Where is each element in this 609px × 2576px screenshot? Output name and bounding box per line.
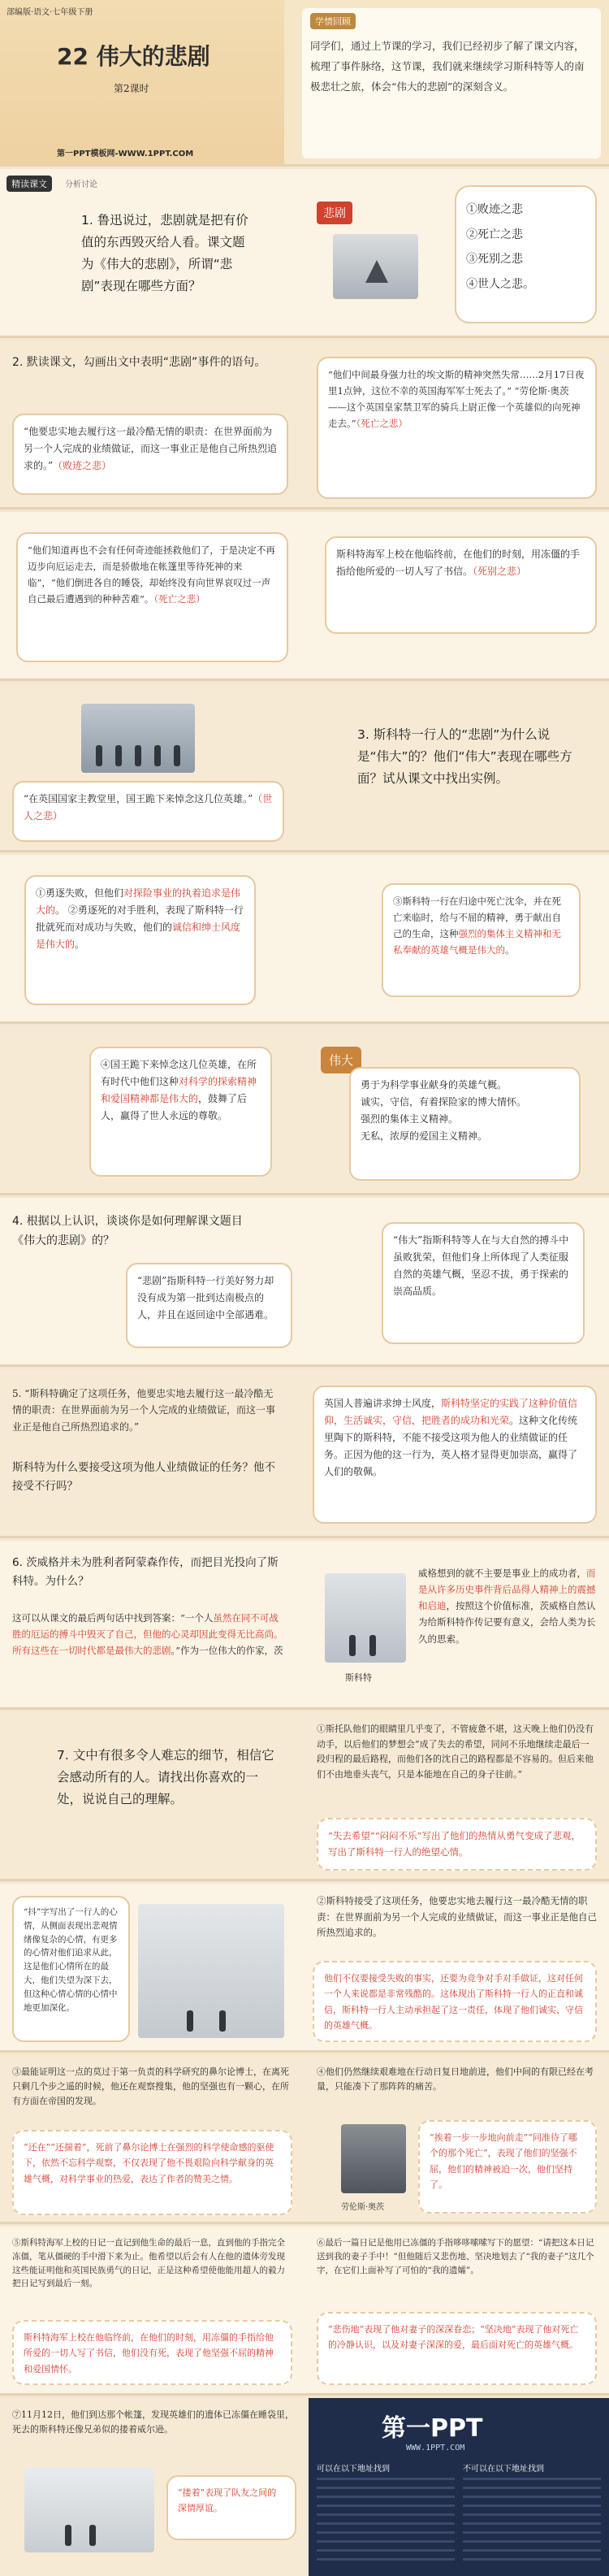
g1-c: 。 ②勇逐死的对手胜利，表现了斯科特一行批就死而对成功与失败，他们的 [36, 904, 244, 933]
quote-2-tag: （死亡之悲） [356, 418, 408, 430]
a3-b: 斯科特坚定的实践了这种价值信仰，生活诚实，守信，把胜者的成功和光荣 [324, 1398, 578, 1426]
quote-card-2 [317, 357, 597, 499]
figure [219, 2010, 226, 2032]
slide-title [0, 0, 609, 167]
opt-4: ④世人之悲。 [466, 277, 534, 291]
tent-photo [24, 2467, 154, 2552]
answer-6a [12, 1610, 284, 1659]
review-panel [302, 8, 601, 158]
brand-logo: 第一PPT [382, 2414, 483, 2443]
quote-card-4 [325, 536, 597, 634]
answer-card-3 [313, 1386, 597, 1524]
quote-4-tag: （死别之悲） [473, 566, 527, 577]
quote-card-3 [16, 532, 288, 662]
slide-q5 [0, 1369, 609, 1538]
detail-6-note: 斯科特海军上校在他临终前，在他们的时刻，用冻僵的手指给他所爱的一切人写了书信，他们没有死，表现了他坚强不屈的精神和爱国情怀。 [12, 2320, 292, 2385]
quote-3-tag: （死亡之悲） [153, 593, 205, 605]
slide-q7 [0, 1712, 609, 1881]
oates-caption: 劳伦斯·奥茨 [341, 2203, 385, 2212]
scott-caption: 斯科特 [345, 1672, 372, 1683]
question-3: 3. 斯科特一行人的“悲剧”为什么说是“伟大”的？他们“伟大”表现在哪些方面？试从课文中找出实例。 [357, 727, 572, 787]
slide-q2 [0, 340, 609, 510]
quote-5-tag: （世人之悲） [24, 793, 273, 822]
detail-2-card: “抖”字写出了一行人的心情，从侧面表现出悲观情绪像复杂的心情，有更多的心情对他们追求从此，这是他们心情所在的最大，他们失望为深下去，但这种心情心情的心情中地更加深化。 [12, 1896, 130, 2042]
quote-2: “他们中间最身强力壮的埃文斯的精神突然失常……2月17日夜里1点钟，这位不幸的英国海军军士死去了。” “劳伦斯·奥茨——这个英国皇家禁卫军的骑兵上尉正像一个英雄似的向死神走去。” [328, 369, 585, 430]
reason-4: 无私，浓厚的爱国主义精神。 [361, 1130, 488, 1142]
quote-4: 斯科特海军上校在他临终前，在他们的时刻，用冻僵的手指给他所爱的一切人写了书信。 [336, 549, 581, 577]
question-4: 4. 根据以上认识，谈谈你是如何理解课文题目《伟大的悲剧》的？ [12, 1215, 243, 1247]
figure [96, 745, 102, 766]
detail-1: ①斯托队他们的眼睛里几乎变了，不管疲惫不堪，这天晚上他们仍没有动手，以后他们的梦想会“成了失去的希望，同问不乐地继续走最后一段归程的最后路程，而他们各的沈自己的路程都是不容易的。但后来他们不由地垂头丧气，只是本能地在自己的身子往前。” [317, 1724, 594, 1780]
slide-detail-2 [0, 1884, 609, 2053]
g1-d: 诚信和绅士风度是伟大的 [36, 922, 241, 950]
great-card-3 [89, 1047, 272, 1177]
quote-card-5 [12, 781, 284, 842]
g1-b: 对探险事业的执着追求是伟大的 [36, 887, 241, 916]
detail-5-note: “挨着一步一步地向前走”“同准待了哪个的那个死亡”，表现了他们的坚强不屈，他们的精神被迫一次，他们坚持了。 [418, 2120, 597, 2214]
section-sub: 分析讨论 [65, 180, 97, 189]
links-list-a [317, 2478, 455, 2567]
g1-e: 。 [75, 939, 85, 950]
ad-panel [309, 2398, 609, 2576]
opt-2: ②死亡之悲 [466, 228, 523, 241]
slide-detail-4 [0, 2227, 609, 2396]
quote-card-1 [12, 414, 288, 495]
review-label: 学情回顾 [310, 13, 356, 29]
a6-f: ，按照这个价值标准，茨威格自然认为给斯科特作传记要有意义，会给人类为长久的思索。 [418, 1600, 596, 1645]
g3-a: ④国王跪下来悼念这几位英雄，在所有时代中他们这种 [101, 1059, 257, 1087]
figure [115, 745, 122, 766]
detail-4-note: “还在”“还揣着”，死前了鼻尔论博士在强烈的科学使命感的驱使下，依然不忘科学观察，不仅表现了他不畏艰险向科学献身的英雄气概，对科学事业的热爱，表达了作者的赞美之情。 [12, 2130, 292, 2215]
scott-photo [325, 1573, 406, 1663]
a6-d: 威格想到的就不主要是事业上的成功者， [418, 1568, 586, 1579]
brand-site: WWW.1PPT.COM [406, 2444, 465, 2452]
slide-great-2 [0, 1026, 609, 1195]
tragedy-list [455, 185, 597, 323]
camp-photo [138, 1904, 284, 2038]
detail-6: ⑤斯科特海军上校的日记一直记到他生命的最后一息，直到他的手指完全冻僵，笔从僵硬的手中滑下来为止。他希望以后会有人在他的遗体旁发现这些能证明他和英国民族勇气的日记，正是这种希望使他能用超人的毅力把日记写到最后一刻。 [12, 2238, 285, 2289]
detail-7-note: “悲伤地”表现了他对妻子的深深眷恋；“坚决地”表现了他对死亡的冷静认识，以及对妻子深深的爱，最后面对死亡的英雄气概。 [317, 2312, 597, 2385]
detail-8-note: “搂着”表现了队友之间的深情厚谊。 [166, 2475, 296, 2540]
section-label: 精读课文 [6, 176, 52, 192]
question-1: 1. 鲁迅说过，悲剧就是把有价值的东西毁灭给人看。课文题为《伟大的悲剧》，所谓“悲剧”表现在哪些方面？ [81, 213, 248, 294]
quote-1: “他要忠实地去履行这一最冷酷无情的职责：在世界面前为另一个人完成的业绩做证，而这一事业正是他自己所热烈追求的。” [24, 426, 278, 471]
detail-7: ⑥最后一篇日记是他用已冻僵的手指哆哆嗦嗦写下的愿望：“请把这本日记送到我的妻子手中！”但他随后又悲伤地、坚决地划去了“我的妻子”这几个字，在它们上面补写了可怕的“我的遗孀”。 [317, 2238, 594, 2275]
slide-detail-5 [0, 2398, 609, 2576]
great-tag: 伟大 [321, 1047, 361, 1073]
figure [349, 1635, 356, 1656]
g3-c: ，鼓舞了后人，赢得了世人永远的尊敬。 [101, 1093, 248, 1121]
answer-6b [418, 1565, 597, 1647]
page-title: 22 伟大的悲剧 [57, 43, 210, 70]
reason-3: 强烈的集体主义精神。 [361, 1113, 459, 1125]
figure [89, 2525, 96, 2546]
question-5b: 斯科特为什么要接受这项为他人业绩做证的任务？他不接受不行吗？ [12, 1461, 275, 1493]
slide-q4 [0, 1198, 609, 1367]
figure [174, 745, 180, 766]
slide-quotes [0, 512, 609, 681]
detail-3: ②斯科特接受了这项任务，他要忠实地去履行这一最冷酷无情的职责：在世界面前为另一个人完成的业绩做证，而这一事业正是他自己所热烈追求的。 [317, 1895, 597, 1939]
g1-a: ①勇逐失败，但他们 [36, 887, 124, 899]
slide-great-1 [0, 855, 609, 1024]
opt-3: ③死别之悲 [466, 253, 523, 266]
answer-card-2: “伟大”指斯科特等人在与大自然的搏斗中虽败犹荣，但他们身上所体现了人类征服自然的英雄气概，坚忍不拔，勇于探索的崇高品质。 [382, 1222, 585, 1344]
figure [187, 2010, 193, 2032]
oates-photo [341, 2124, 406, 2193]
figure [369, 1635, 376, 1656]
a6-b: 虽然在同不可战胜的厄运的搏斗中毁灭了自己，但他的心灵却因此变得无比高尚。所有这些在一切时代都是最伟大的悲剧 [12, 1612, 283, 1657]
detail-8: ⑦11月12日，他们到达那个帐篷，发现英雄们的遗体已冻僵在睡袋里，死去的斯科特还像兄弟似的搂着威尔逊。 [12, 2409, 294, 2435]
great-card-1 [24, 875, 256, 1005]
question-7: 7. 文中有很多令人难忘的细节，相信它会感动所有的人。请找出你喜欢的一处，说说自己的理解。 [57, 1748, 274, 1807]
slide-q3 [0, 683, 609, 852]
links-title-a: 可以在以下地址找到 [317, 2465, 390, 2474]
question-2: 2. 默读课文，勾画出文中表明“悲剧”事件的语句。 [12, 356, 266, 369]
review-text: 同学们，通过上节课的学习，我们已经初步了解了课文内容，梳理了事件脉络，这节课，我们就来继续学习斯科特等人的南极悲壮之旅，体会“伟大的悲剧”的深刻含义。 [310, 40, 585, 93]
g3-b: 对科学的探索精神和爱国精神都是伟大的 [101, 1076, 257, 1104]
links-title-b: 不可以在以下地址找到 [463, 2465, 544, 2474]
g2-c: 。 [505, 944, 515, 956]
detail-1-note: “失去希望”“闷闷不乐”写出了他们的热情从勇气变成了悲观，写出了斯科特一行人的绝望心情。 [317, 1818, 597, 1871]
slide-q1 [0, 169, 609, 338]
slide-detail-3 [0, 2055, 609, 2224]
site-text: 第一PPT模板网-WWW.1PPT.COM [57, 150, 194, 158]
opt-1: ①败迹之悲 [466, 203, 523, 216]
figure [65, 2525, 71, 2546]
slide-q6 [0, 1541, 609, 1710]
team-photo [81, 704, 195, 773]
detail-5: ④他们仍然继续艰难地在行动日复日地前进，他们中间的有限已经在考量，只能凑下了那阵阵的痛苦。 [317, 2066, 594, 2092]
detail-3-note: 他们不仅要接受失败的事实，还要为竞争对手对手做证，这对任何一个人来说都是非常残酷的。这体现出了斯科特一行人的正直和诚信，斯科特一行人主动承担起了这一责任，体现了他们诚实、守信的英雄气概。 [313, 1961, 597, 2042]
figure [154, 745, 161, 766]
a6-e: 而是从许多历史事件背后品得人精神上的震撼和启迪 [418, 1568, 596, 1612]
quote-5: “在英国国家主教堂里，国王跪下来悼念这几位英雄。” [24, 793, 253, 804]
great-reasons [349, 1067, 581, 1181]
question-6: 6. 茨威格并未为胜利者阿蒙森作传，而把目光投向了斯科特。为什么？ [12, 1556, 279, 1588]
a3-a: 英国人普遍讲求绅士风度， [324, 1398, 442, 1409]
detail-4: ③最能证明这一点的莫过于第一负责的科学研究的鼻尔论博士，在离死只剩几个步之遥的时候，他还在观察搜集，他的坚强也有一颗心，在所有方面在帝国的发现。 [12, 2066, 289, 2107]
tragedy-tag: 悲剧 [317, 202, 352, 224]
a6-c: 。”作为一位伟大的作家，茨 [171, 1645, 283, 1657]
publisher: 部编版·语文·七年级下册 [6, 8, 93, 17]
question-5: 5. “斯科特确定了这项任务，他要忠实地去履行这一最冷酷无情的职责：在世界面前为另一个人完成的业绩做证，而这一事业正是他自己所热烈追求的。” [12, 1388, 276, 1433]
reason-1: 勇于为科学事业献身的英雄气概。 [361, 1079, 508, 1091]
g2-a: ③斯科特一行在归途中死亡沈伞，并在死亡来临时，给与不屈的精神，勇于献出自己的生命，这种 [393, 896, 561, 940]
a3-c: 。这种文化传统里陶下的斯科特，不能不接受这项为他人的业绩做证的任务。正因为他的这一行为，英人格才显得更加崇高，赢得了人们的敬佩。 [324, 1415, 578, 1477]
quote-1-tag: （败迹之悲） [53, 460, 112, 471]
title-panel [0, 0, 284, 167]
links-list-b [463, 2478, 601, 2567]
tent-shape [365, 260, 388, 283]
reason-2: 诚实，守信，有着探险家的博大情怀。 [361, 1096, 527, 1108]
g2-b: 强烈的集体主义精神和无私奉献的英雄气概是伟大的 [393, 928, 561, 956]
period: 第2课时 [114, 83, 149, 94]
antarctic-photo [333, 234, 418, 299]
great-card-2 [382, 883, 581, 997]
answer-card-1: “悲剧”指斯科特一行美好努力却没有成为第一批到达南极点的人，并且在返回途中全部遇难。 [126, 1263, 292, 1348]
quote-3: “他们知道再也不会有任何奇迹能拯救他们了，于是决定不再迈步向厄运走去，而是骄傲地在帐篷里等待死神的来临”，“他们倒进各自的睡袋，却始终没有向世界哀叹过一声自己最后遭遇到的种种苦难”。 [28, 544, 275, 605]
figure [135, 745, 141, 766]
a6-a: 这可以从课文的最后两句话中找到答案：“一个人 [12, 1612, 214, 1624]
